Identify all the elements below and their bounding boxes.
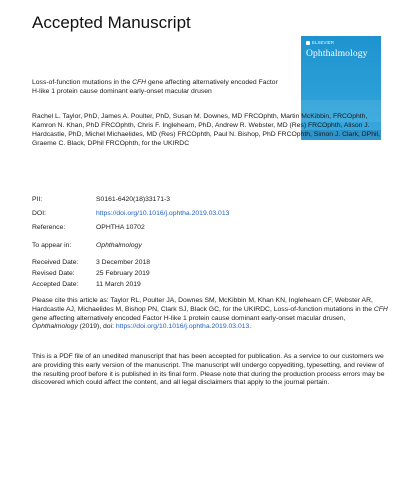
appear-label: To appear in: bbox=[32, 242, 72, 249]
reference-value: OPHTHA 10702 bbox=[96, 224, 145, 231]
citation-journal: Ophthalmology bbox=[32, 323, 78, 331]
citation-gene: CFH bbox=[373, 305, 388, 313]
article-title: Loss-of-function mutations in the CFH gene affecting alternatively encoded Factor H-like 1 protein cause dominant early-onset macular drusen bbox=[32, 79, 278, 95]
doi-link[interactable]: https://doi.org/10.1016/j.ophtha.2019.03.013 bbox=[96, 210, 230, 217]
page-title: Accepted Manuscript bbox=[32, 13, 191, 32]
revised-value: 25 February 2019 bbox=[96, 270, 150, 277]
doi-label: DOI: bbox=[32, 210, 46, 217]
gene-name: CFH bbox=[132, 79, 147, 86]
cover-journal-title: Ophthalmology bbox=[306, 48, 368, 59]
cover-publisher: ELSEVIER bbox=[312, 40, 335, 45]
pii-label: PII: bbox=[32, 196, 43, 203]
received-label: Received Date: bbox=[32, 259, 79, 266]
citation-doi-link[interactable]: https://doi.org/10.1016/j.ophtha.2019.03.013 bbox=[115, 323, 250, 331]
received-value: 3 December 2018 bbox=[96, 259, 151, 266]
disclaimer-paragraph: This is a PDF file of an unedited manuscript that has been accepted for publication. As a service to our customers we are providing this early version of the manuscript. The manuscript will undergo copyediting, typesetting, and review of the resulting proof before it is published in its final form. Please note that during the production process errors may be discovered which could affect the content, and all legal disclaimers that apply to the journal pertain. bbox=[32, 353, 385, 387]
author-list: Rachel L. Taylor, PhD, James A. Poulter, PhD, Susan M. Downes, MD FRCOphth, Martin McKibbin, FRCOphth, Kamron N. Khan, PhD FRCOphth, Chris F. Inglehearn, PhD, Andrew R. Webster, MD (Res) FRCOphth, Alison J. Hardcastle, PhD, Michel Michaelides, MD (Res) FRCOphth, Paul N. Bishop, PhD FRCOphth, Simon J. Clark, DPhil, Graeme C. Black, DPhil FRCOphth, for the UKIRDC bbox=[32, 113, 380, 147]
accepted-label: Accepted Date: bbox=[32, 281, 79, 288]
pii-value: S0161-6420(18)33171-3 bbox=[96, 196, 171, 203]
publisher-logo-icon bbox=[306, 41, 310, 45]
appear-value: Ophthalmology bbox=[96, 242, 142, 249]
accepted-value: 11 March 2019 bbox=[96, 281, 141, 288]
revised-label: Revised Date: bbox=[32, 270, 75, 277]
reference-label: Reference: bbox=[32, 224, 66, 231]
citation-paragraph: Please cite this article as: Taylor RL, Poulter JA, Downes SM, McKibbin M, Khan KN, Inglehearn CF, Webster AR, Hardcastle AJ, Michaelides M, Bishop PN, Clark SJ, Black GC, for the UKIRDC, Loss-of-function mutations in the CFH gene affecting alternatively encoded Factor H-like 1 protein cause dominant early-onset macular drusen, Ophthalmology (2019), doi: https://doi.org/10.1016/j.ophtha.2019.03.013. bbox=[32, 297, 388, 331]
